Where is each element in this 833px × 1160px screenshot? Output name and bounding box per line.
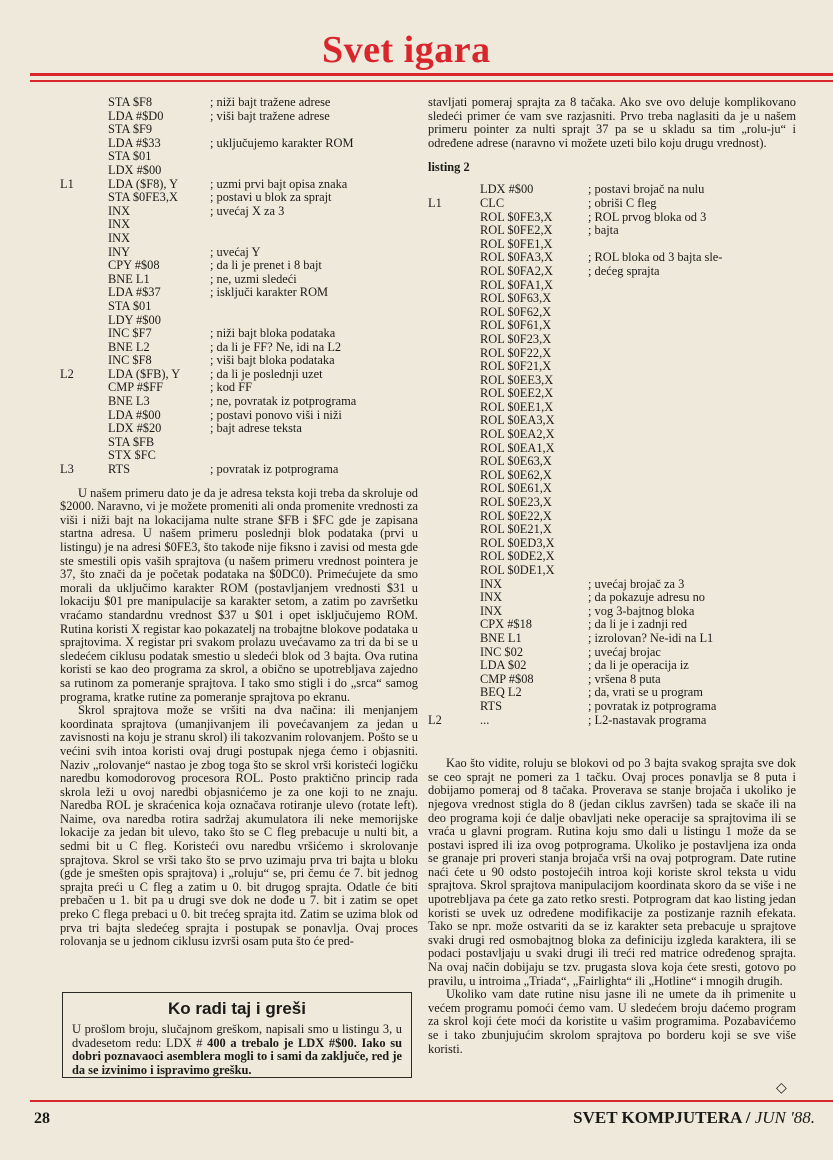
code-comment: ; postavi brojač na nulu bbox=[588, 183, 705, 197]
code-line bbox=[428, 686, 796, 700]
code-line bbox=[428, 578, 796, 592]
code-label bbox=[428, 428, 480, 442]
code-line bbox=[428, 292, 796, 306]
code-comment bbox=[210, 232, 418, 246]
code-instruction: ROL $0FA3,X bbox=[480, 250, 553, 265]
code-line bbox=[60, 205, 418, 219]
code-label bbox=[60, 354, 108, 368]
code-label bbox=[60, 273, 108, 287]
code-instruction: INX bbox=[480, 590, 503, 605]
code-line bbox=[428, 537, 796, 551]
code-comment: ; ROL bloka od 3 bajta sle- bbox=[588, 251, 723, 265]
code-instruction: BNE L1 bbox=[108, 271, 150, 286]
code-instruction: CPX #$18 bbox=[480, 617, 532, 632]
correction-text-plain: U prošlom broju, slučajnom greškom, napisali smo u listingu 3, u dvadesetom redu: LDX # bbox=[72, 1022, 402, 1050]
code-instruction: ROL $0EE3,X bbox=[480, 372, 554, 387]
code-label bbox=[60, 422, 108, 436]
code-comment bbox=[210, 300, 418, 314]
code-instruction: ROL $0E61,X bbox=[480, 481, 552, 496]
code-comment bbox=[588, 455, 796, 469]
code-label bbox=[60, 259, 108, 273]
code-instruction: LDA #$33 bbox=[108, 135, 161, 150]
code-line bbox=[60, 232, 418, 246]
code-line bbox=[428, 482, 796, 496]
code-label bbox=[60, 395, 108, 409]
code-line bbox=[428, 510, 796, 524]
listing-2-title: listing 2 bbox=[428, 160, 470, 175]
code-comment: ; da li je prenet i 8 bajt bbox=[210, 259, 322, 273]
code-instruction: ROL $0EE1,X bbox=[480, 399, 554, 414]
code-comment bbox=[588, 523, 796, 537]
code-label bbox=[60, 137, 108, 151]
code-comment: ; niži bajt tražene adrese bbox=[210, 96, 331, 109]
code-comment bbox=[588, 510, 796, 524]
code-instruction: STX $FC bbox=[108, 448, 156, 463]
code-comment: ; uključujemo karakter ROM bbox=[210, 136, 354, 150]
code-instruction: ROL $0FE2,X bbox=[480, 223, 553, 238]
code-label bbox=[428, 482, 480, 496]
code-line bbox=[60, 218, 418, 232]
code-line bbox=[428, 550, 796, 564]
code-comment bbox=[588, 360, 796, 374]
code-instruction: ROL $0F23,X bbox=[480, 331, 552, 346]
code-line bbox=[60, 110, 418, 124]
code-label bbox=[428, 211, 480, 225]
code-comment: ; izrolovan? Ne-idi na L1 bbox=[588, 631, 714, 645]
magazine-name: SVET KOMPJUTERA / bbox=[573, 1108, 751, 1127]
code-label bbox=[60, 232, 108, 246]
code-line bbox=[60, 422, 418, 436]
code-label bbox=[428, 673, 480, 687]
code-instruction: STA $FB bbox=[108, 434, 155, 449]
code-label: L2 bbox=[60, 366, 74, 381]
code-comment: ; da li je poslednji uzet bbox=[210, 367, 323, 381]
code-label bbox=[428, 537, 480, 551]
code-label bbox=[60, 449, 108, 463]
code-instruction: ROL $0E23,X bbox=[480, 495, 552, 510]
code-comment: ; uzmi prvi bajt opisa znaka bbox=[210, 177, 348, 191]
code-instruction: LDX #$20 bbox=[108, 421, 162, 436]
code-instruction: LDA $02 bbox=[480, 658, 527, 673]
listing-2-code bbox=[428, 183, 796, 727]
code-label bbox=[428, 347, 480, 361]
code-line bbox=[60, 395, 418, 409]
code-line bbox=[428, 251, 796, 265]
code-comment bbox=[588, 428, 796, 442]
code-instruction: LDY #$00 bbox=[108, 312, 161, 327]
code-label bbox=[428, 564, 480, 578]
code-label bbox=[60, 218, 108, 232]
code-comment bbox=[588, 333, 796, 347]
code-instruction: ROL $0E62,X bbox=[480, 467, 552, 482]
code-label bbox=[428, 578, 480, 592]
code-line bbox=[428, 224, 796, 238]
code-line bbox=[428, 401, 796, 415]
code-instruction: CMP #$08 bbox=[480, 671, 534, 686]
code-line bbox=[428, 374, 796, 388]
end-mark: ◇ bbox=[776, 1081, 787, 1096]
code-instruction: BNE L3 bbox=[108, 394, 150, 409]
code-label bbox=[60, 436, 108, 450]
issue-date: JUN '88. bbox=[754, 1108, 815, 1127]
code-comment: ; da pokazuje adresu no bbox=[588, 591, 705, 605]
code-comment bbox=[588, 482, 796, 496]
code-line bbox=[428, 496, 796, 510]
code-label: L1 bbox=[428, 195, 442, 210]
code-line bbox=[428, 659, 796, 673]
code-label bbox=[60, 409, 108, 423]
header-rule bbox=[30, 73, 833, 76]
code-comment bbox=[588, 496, 796, 510]
code-label bbox=[60, 286, 108, 300]
code-label bbox=[60, 123, 108, 137]
code-line bbox=[428, 319, 796, 333]
code-label bbox=[428, 496, 480, 510]
listing-1-code bbox=[60, 96, 418, 477]
code-label bbox=[428, 700, 480, 714]
section-title: Svet igara bbox=[322, 29, 491, 71]
code-line bbox=[60, 436, 418, 450]
code-instruction: RTS bbox=[108, 462, 130, 477]
code-instruction: RTS bbox=[480, 698, 502, 713]
code-label bbox=[60, 341, 108, 355]
code-comment bbox=[210, 314, 418, 328]
paragraph: Ukoliko vam date rutine nisu jasne ili ne umete da ih primenite u većem programu pomoći ćemo vam. U sledećem broju daćemo program za skrol koji ćete moći da koristite u vašim programima. Pozabavićemo se i tako zbunjujućim skrolom sprajtova po borderu koji se sve više koristi. bbox=[428, 987, 796, 1056]
code-label bbox=[60, 327, 108, 341]
code-line bbox=[60, 341, 418, 355]
correction-box bbox=[62, 992, 412, 1078]
code-comment bbox=[210, 218, 418, 232]
code-comment: ; viši bajt bloka podataka bbox=[210, 354, 335, 368]
code-line bbox=[60, 314, 418, 328]
code-line bbox=[60, 246, 418, 260]
code-line bbox=[428, 618, 796, 632]
code-instruction: LDA #$00 bbox=[108, 407, 161, 422]
code-line bbox=[428, 387, 796, 401]
code-comment bbox=[588, 279, 796, 293]
code-line bbox=[428, 197, 796, 211]
code-label bbox=[428, 360, 480, 374]
code-line bbox=[60, 178, 418, 192]
code-instruction: LDX #$00 bbox=[108, 162, 162, 177]
code-line bbox=[428, 211, 796, 225]
code-line bbox=[428, 428, 796, 442]
code-comment: ; isključi karakter ROM bbox=[210, 286, 329, 300]
code-comment bbox=[588, 387, 796, 401]
code-line bbox=[428, 265, 796, 279]
code-label bbox=[428, 510, 480, 524]
code-comment bbox=[588, 550, 796, 564]
code-instruction: ROL $0F63,X bbox=[480, 291, 552, 306]
code-label bbox=[60, 164, 108, 178]
code-line bbox=[60, 191, 418, 205]
code-instruction: INC $F7 bbox=[108, 326, 152, 341]
right-column bbox=[428, 96, 796, 1056]
paragraph: U našem primeru dato je da je adresa teksta koji treba da skroluje od $2000. Naravno, vi je možete promeniti ali onda promenite vrednosti za viši i niži bajt na lokacijama nulte strane $FB i $FC gde je zapisana startna adresa. U našem primeru poslednji blok podataka (prvi u listingu) je na adresi $0FE3, što takođe nije fiksno i zavisi od mesta gde ste smestili opis vaših sprajtova (u našem primeru vrednost pointera je 37, što znači da je početak podataka na $0DC0). Primećujete da smo morali da uključimo karakter ROM (postavljanjem vrednosti $31 u lokaciju $01 pre manipulacije sa karakter setom, a zatim po završetku vraćamo standardnu vrednost $37 u $01 i opet isključujemo ROM. Rutina koristi X registar kao pokazatelj na trobajtne blokove podataka u sprajtovima. X registar pri svakom prolazu uvećavamo za tri da bi se u sledećem ciklusu podatak smestio u sledeći blok od 3 bajta. Ova rutina koristi se kao deo programa za skrol, a obično se upotrebljava zajedno sa rutinom za pomeranje sprajtova. I tako smo stigli i do „srca“ samog programa, kratke rutine za pomeranje sprajtova po ekranu. bbox=[60, 485, 418, 704]
code-comment: ; da li je FF? Ne, idi na L2 bbox=[210, 340, 342, 354]
code-label bbox=[428, 591, 480, 605]
code-instruction: INX bbox=[108, 217, 131, 232]
code-comment bbox=[588, 442, 796, 456]
code-comment: ; bajta bbox=[588, 224, 619, 238]
code-label bbox=[428, 292, 480, 306]
code-line bbox=[428, 238, 796, 252]
code-instruction: LDA ($F8), Y bbox=[108, 176, 179, 191]
code-instruction: STA $F9 bbox=[108, 122, 153, 137]
code-line bbox=[428, 714, 796, 728]
code-comment: ; da, vrati se u program bbox=[588, 686, 703, 700]
code-line bbox=[60, 463, 418, 477]
code-label bbox=[428, 251, 480, 265]
code-label bbox=[428, 550, 480, 564]
code-line bbox=[60, 409, 418, 423]
code-label bbox=[60, 191, 108, 205]
code-line bbox=[60, 137, 418, 151]
code-line bbox=[60, 300, 418, 314]
code-instruction: ROL $0F21,X bbox=[480, 359, 552, 374]
code-label bbox=[428, 659, 480, 673]
code-comment: ; niži bajt bloka podataka bbox=[210, 327, 336, 341]
code-line bbox=[428, 632, 796, 646]
code-comment: ; postavi ponovo viši i niži bbox=[210, 408, 342, 422]
code-line bbox=[60, 164, 418, 178]
code-instruction: CMP #$FF bbox=[108, 380, 163, 395]
paragraph: Skrol sprajtova može se vršiti na dva načina: ili menjanjem koordinata sprajtova (umanjivanjem ili povećavanjem za jedan u zavisnosti na koju je stranu skrol) ili takozvanim rolovanjem. Pošto se u većini svih intoa koristi ovaj drugi postupak njega ćemo i objasniti. Naziv „rolovanje“ nastao je zbog toga što se skrol vrši koristeći logičku naredbu komodorovog procesora ROL. Posto praktično princip rada skrola leži u ovoj naredbi objasnićemo je za one koji to ne znaju. Naredba ROL je skraćenica koja označava rotiranje ulevo (rotate left). Naime, ova naredba rotira sadržaj akumulatora ili neke memorijske lokacije za jedan bit ulevo, tako što se C fleg prebacuje u nulti bit, a sedmi bit u C fleg. Koristeći ovu naredbu vršićemo i skrolovanje sprajtova. Skrol se vrši tako što se prvo uzimaju prva tri bajta u bloku (gde je smešten opis sprajtova) i „roluju“ se, pri čemu će 7. bit jednog sprajta preći u C fleg a zatim u 0. bit drugog sprajta. Odatle će biti prebačen u 1. bit pa u drugi sve dok ne dođe u 7. bit i zatim se opet preko C flega prebaci u 0. bit trećeg sprajta itd. Zatim se uzima blok od prva tri bajta sledećeg sprajta i postupak se ponavlja. Ovaj proces rolovanja se u jednom ciklusu izvrši osam puta što će pred- bbox=[60, 703, 418, 949]
code-instruction: INC $F8 bbox=[108, 353, 152, 368]
code-comment: ; ne, povratak iz potprograma bbox=[210, 395, 357, 409]
code-comment: ; obriši C fleg bbox=[588, 196, 657, 210]
code-label bbox=[428, 333, 480, 347]
code-instruction: STA $F8 bbox=[108, 95, 153, 109]
code-line bbox=[428, 347, 796, 361]
code-label bbox=[428, 469, 480, 483]
code-comment bbox=[588, 238, 796, 252]
code-label bbox=[60, 110, 108, 124]
code-label bbox=[60, 314, 108, 328]
code-comment bbox=[588, 564, 796, 578]
code-comment: ; postavi u blok za sprajt bbox=[210, 191, 332, 205]
code-instruction: ROL $0EE2,X bbox=[480, 386, 554, 401]
code-label bbox=[60, 246, 108, 260]
code-comment bbox=[210, 150, 418, 164]
code-instruction: LDA ($FB), Y bbox=[108, 366, 181, 381]
footer-title bbox=[573, 1108, 815, 1128]
code-label bbox=[428, 306, 480, 320]
code-comment bbox=[588, 347, 796, 361]
code-instruction: INC $02 bbox=[480, 644, 524, 659]
paragraph: Kao što vidite, roluju se blokovi od po 3 bajta svakog sprajta sve dok se ceo sprajt ne pomeri za 1 tačku. Ovaj proces ponavlja se 8 puta i dobijamo pomeraj od 8 tačaka. Proverava se stanje brojača i ukoliko je njegova vrednost stigla do 8 (jedan ciklus završen) tada se skače ili na deo programa koji će dalje obavljati neke operacije sa sprajtovima ili se vraća u glavni program. Rutina koju smo dali u listingu 1 može da se postavi ispred ili iza ovog potprograma. Ukoliko je postavljena iza onda se granaje pri proveri stanja brojača vrši na ovaj potprogram. Date rutine naći ćete u 90 odsto postojećih introa koji koriste skrol teksta u vidu sprajtova. Skrol sprajtova manipulacijom koordinata skoro da se više i ne upotrebljava pa ćete ga zato retko sresti. Potprogram dat kao listing jedan koristi se uvek uz određene modifikacije za postizanje raznih efekata. Tako se npr. može ostvariti da se iz karakter seta prebacuje u sprajtove svaki drugi red osmobajtnog bloka za definiciju izgleda karaktera, ili se podaci postavljaju u svaki drugi ili treći red matrice određenog sprajta. Na ovaj način dobijaju se tzv. prugasta slova koja ćete sresti, gotovo po pravilu, u introima „Triada“, „Fairlighta“ ili „Hotline“ i mnogih drugih. bbox=[428, 756, 796, 988]
code-line bbox=[428, 333, 796, 347]
code-line bbox=[60, 123, 418, 137]
code-comment: ; ROL prvog bloka od 3 bbox=[588, 210, 707, 224]
code-comment: ; povratak iz potprograma bbox=[588, 699, 717, 713]
code-comment bbox=[210, 436, 418, 450]
code-comment bbox=[588, 374, 796, 388]
code-comment: ; vog 3-bajtnog bloka bbox=[588, 604, 695, 618]
code-line bbox=[428, 469, 796, 483]
code-instruction: ROL $0EA2,X bbox=[480, 427, 555, 442]
code-comment bbox=[588, 319, 796, 333]
code-label: L1 bbox=[60, 176, 74, 191]
code-instruction: ROL $0F22,X bbox=[480, 345, 552, 360]
code-line bbox=[428, 523, 796, 537]
correction-text bbox=[72, 1023, 402, 1077]
code-comment: ; dećeg sprajta bbox=[588, 264, 660, 278]
code-instruction: BNE L1 bbox=[480, 630, 522, 645]
code-instruction: INX bbox=[108, 203, 131, 218]
code-line bbox=[428, 183, 796, 197]
code-comment: ; vršena 8 puta bbox=[588, 672, 661, 686]
code-label bbox=[428, 374, 480, 388]
code-line bbox=[60, 381, 418, 395]
code-comment bbox=[210, 123, 418, 137]
code-line bbox=[428, 306, 796, 320]
code-comment bbox=[588, 537, 796, 551]
code-label bbox=[60, 381, 108, 395]
code-label bbox=[428, 319, 480, 333]
code-label bbox=[428, 646, 480, 660]
code-instruction: ROL $0FA1,X bbox=[480, 277, 553, 292]
code-comment bbox=[210, 449, 418, 463]
code-instruction: STA $0FE3,X bbox=[108, 190, 178, 205]
code-label: L2 bbox=[428, 712, 442, 727]
code-label bbox=[60, 300, 108, 314]
code-label bbox=[60, 150, 108, 164]
page-number: 28 bbox=[34, 1110, 50, 1127]
code-instruction: ROL $0EA1,X bbox=[480, 440, 555, 455]
code-instruction: BEQ L2 bbox=[480, 685, 522, 700]
code-label bbox=[60, 96, 108, 110]
code-instruction: ... bbox=[480, 712, 490, 727]
code-label bbox=[428, 523, 480, 537]
code-line bbox=[428, 564, 796, 578]
code-label bbox=[428, 279, 480, 293]
code-line bbox=[428, 414, 796, 428]
code-comment bbox=[588, 401, 796, 415]
code-comment bbox=[588, 469, 796, 483]
code-line bbox=[60, 286, 418, 300]
code-comment: ; da li je operacija iz bbox=[588, 659, 689, 673]
code-label: L3 bbox=[60, 462, 74, 477]
code-label bbox=[428, 224, 480, 238]
code-instruction: ROL $0DE1,X bbox=[480, 563, 555, 577]
code-line bbox=[428, 700, 796, 714]
code-instruction: ROL $0FE1,X bbox=[480, 236, 553, 251]
code-line bbox=[60, 273, 418, 287]
header-rule-secondary bbox=[30, 80, 833, 82]
code-instruction: ROL $0FE3,X bbox=[480, 209, 553, 224]
code-line bbox=[428, 605, 796, 619]
code-instruction: INX bbox=[480, 576, 503, 591]
code-instruction: ROL $0FA2,X bbox=[480, 263, 553, 278]
code-instruction: STA $01 bbox=[108, 149, 152, 164]
code-label bbox=[428, 387, 480, 401]
code-instruction: BNE L2 bbox=[108, 339, 150, 354]
left-column bbox=[60, 96, 418, 949]
code-instruction: ROL $0E22,X bbox=[480, 508, 552, 523]
code-instruction: ROL $0DE2,X bbox=[480, 549, 555, 564]
code-instruction: INY bbox=[108, 244, 131, 259]
code-instruction: ROL $0ED3,X bbox=[480, 535, 555, 550]
code-line bbox=[60, 449, 418, 463]
code-comment bbox=[588, 306, 796, 320]
code-label bbox=[428, 183, 480, 197]
code-line bbox=[60, 354, 418, 368]
code-comment: ; bajt adrese teksta bbox=[210, 422, 302, 436]
code-instruction: ROL $0F61,X bbox=[480, 318, 552, 333]
code-label bbox=[428, 632, 480, 646]
code-comment: ; viši bajt tražene adrese bbox=[210, 109, 330, 123]
code-line bbox=[428, 646, 796, 660]
code-label bbox=[428, 238, 480, 252]
code-instruction: ROL $0E63,X bbox=[480, 454, 552, 469]
code-instruction: INX bbox=[480, 603, 503, 618]
code-comment bbox=[210, 164, 418, 178]
code-instruction: ROL $0F62,X bbox=[480, 304, 552, 319]
code-line bbox=[428, 673, 796, 687]
code-label bbox=[428, 605, 480, 619]
correction-title: Ko radi taj i greši bbox=[168, 999, 306, 1018]
code-comment: ; ne, uzmi sledeći bbox=[210, 272, 297, 286]
code-line bbox=[60, 96, 418, 110]
code-line bbox=[428, 591, 796, 605]
code-instruction: LDA #$D0 bbox=[108, 108, 164, 123]
code-instruction: ROL $0EA3,X bbox=[480, 413, 555, 428]
code-line bbox=[60, 259, 418, 273]
correction-text-bold: 400 a trebalo je LDX #$00. Iako su dobri poznavaoci asemblera mogli to i sami da zaključe, red je da se izvinimo i ispravimo grešku. bbox=[72, 1035, 402, 1077]
code-instruction: ROL $0E21,X bbox=[480, 522, 552, 537]
code-comment: ; kod FF bbox=[210, 381, 253, 395]
code-comment: ; uvećaj brojac bbox=[588, 645, 661, 659]
code-label bbox=[428, 686, 480, 700]
paragraph: stavljati pomeraj sprajta za 8 tačaka. Ako sve ovo deluje komplikovano sledeći primer će vam sve razjasniti. Prvo treba naglasiti da je u našem primeru pointer za nulti sprajt 37 pa se u skladu sa tim „rolu-ju“ i određene adrese (naravno vi možete uzeti bilo koju drugu vrednost). bbox=[428, 95, 796, 150]
code-line bbox=[428, 455, 796, 469]
code-label bbox=[428, 265, 480, 279]
code-instruction: LDX #$00 bbox=[480, 182, 534, 197]
code-comment: ; povratak iz potprograma bbox=[210, 463, 339, 477]
code-label bbox=[428, 618, 480, 632]
code-line bbox=[60, 327, 418, 341]
code-comment: ; L2-nastavak programa bbox=[588, 713, 707, 727]
code-line bbox=[60, 368, 418, 382]
code-line bbox=[428, 360, 796, 374]
code-instruction: CPY #$08 bbox=[108, 258, 160, 273]
code-comment: ; da li je i zadnji red bbox=[588, 618, 688, 632]
code-line bbox=[428, 442, 796, 456]
code-line bbox=[60, 150, 418, 164]
code-label bbox=[60, 205, 108, 219]
code-comment: ; uvećaj brojač za 3 bbox=[588, 577, 685, 591]
code-comment bbox=[588, 292, 796, 306]
code-label bbox=[428, 401, 480, 415]
code-label bbox=[428, 455, 480, 469]
code-instruction: STA $01 bbox=[108, 298, 152, 313]
code-comment: ; uvećaj X za 3 bbox=[210, 204, 285, 218]
code-instruction: LDA #$37 bbox=[108, 285, 161, 300]
code-comment bbox=[588, 414, 796, 428]
code-label bbox=[428, 414, 480, 428]
code-comment: ; uvećaj Y bbox=[210, 245, 261, 259]
footer-rule bbox=[30, 1100, 833, 1102]
code-line bbox=[428, 279, 796, 293]
code-instruction: CLC bbox=[480, 195, 505, 210]
code-label bbox=[428, 442, 480, 456]
code-instruction: INX bbox=[108, 230, 131, 245]
